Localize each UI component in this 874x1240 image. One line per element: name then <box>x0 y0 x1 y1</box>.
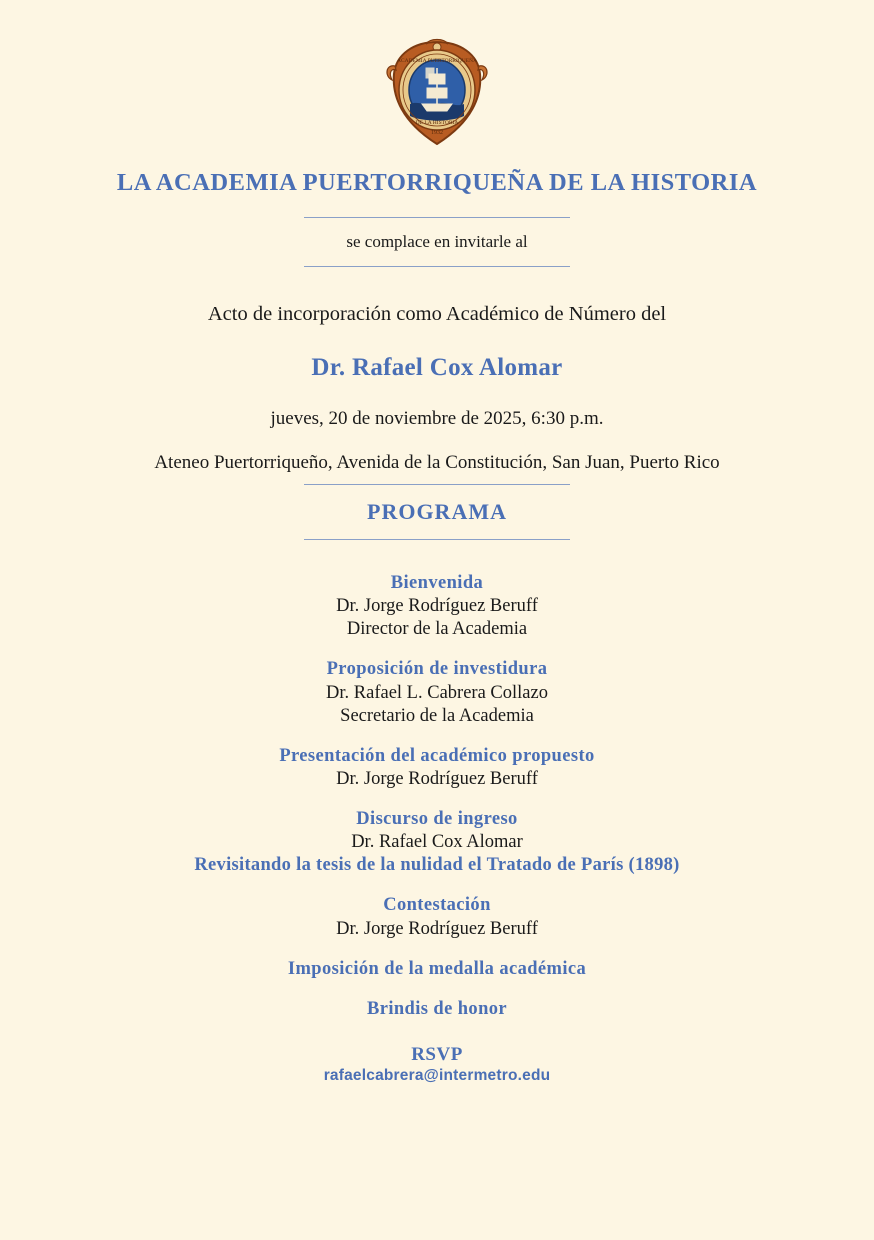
program-item-line: Dr. Rafael L. Cabrera Collazo <box>326 682 548 703</box>
program-item-line: Dr. Jorge Rodríguez Beruff <box>336 596 538 617</box>
svg-text:1932: 1932 <box>431 130 443 136</box>
page-title: LA ACADEMIA PUERTORRIQUEÑA DE LA HISTORIA <box>116 169 758 196</box>
program-item-line: Director de la Academia <box>346 619 528 640</box>
rsvp-block <box>40 1044 834 1085</box>
academy-crest-emblem <box>382 38 492 155</box>
program-heading: PROGRAMA <box>367 499 507 524</box>
list-item <box>40 808 834 877</box>
program-item-line: Dr. Jorge Rodríguez Beruff <box>336 768 538 789</box>
event-venue: Ateneo Puertorriqueño, Avenida de la Constitución, San Juan, Puerto Rico <box>154 452 720 473</box>
list-item <box>40 894 834 940</box>
rsvp-email[interactable]: rafaelcabrera@intermetro.edu <box>323 1066 551 1084</box>
program-item-title: Discurso de ingreso <box>356 809 518 829</box>
list-item <box>40 658 834 727</box>
honoree-name: Dr. Rafael Cox Alomar <box>311 354 563 381</box>
rsvp-label: RSVP <box>411 1043 463 1065</box>
program-item-title: Presentación del académico propuesto <box>279 745 595 766</box>
act-line: Acto de incorporación como Académico de Número del <box>207 303 667 325</box>
divider-programa-top <box>304 484 570 485</box>
divider-top <box>304 217 570 218</box>
divider-programa-bottom <box>304 539 570 540</box>
svg-text:DE LA HISTORIA: DE LA HISTORIA <box>415 120 459 126</box>
list-item <box>40 998 834 1021</box>
program-item-line: Dr. Rafael Cox Alomar <box>351 832 523 853</box>
program-item-line: Secretario de la Academia <box>340 705 534 726</box>
program-item-title: Brindis de honor <box>366 998 508 1019</box>
program-item-title: Bienvenida <box>390 573 484 593</box>
program-item-title: Contestación <box>383 895 491 916</box>
list-item <box>40 958 834 981</box>
program-list <box>40 572 834 1085</box>
program-item-title: Proposición de investidura <box>326 659 548 680</box>
program-item-line: Dr. Jorge Rodríguez Beruff <box>336 918 538 939</box>
program-item-title: Imposición de la medalla académica <box>287 958 587 979</box>
program-item-lecture-title: Revisitando la tesis de la nulidad el Tratado de París (1898) <box>194 855 680 876</box>
list-item <box>40 572 834 641</box>
invite-line: se complace en invitarle al <box>346 232 528 251</box>
divider-second <box>304 266 570 267</box>
event-datetime: jueves, 20 de noviembre de 2025, 6:30 p.m. <box>270 408 604 429</box>
svg-text:ACADEMIA PUERTORRIQUEÑA: ACADEMIA PUERTORRIQUEÑA <box>396 58 478 64</box>
list-item <box>40 745 834 791</box>
